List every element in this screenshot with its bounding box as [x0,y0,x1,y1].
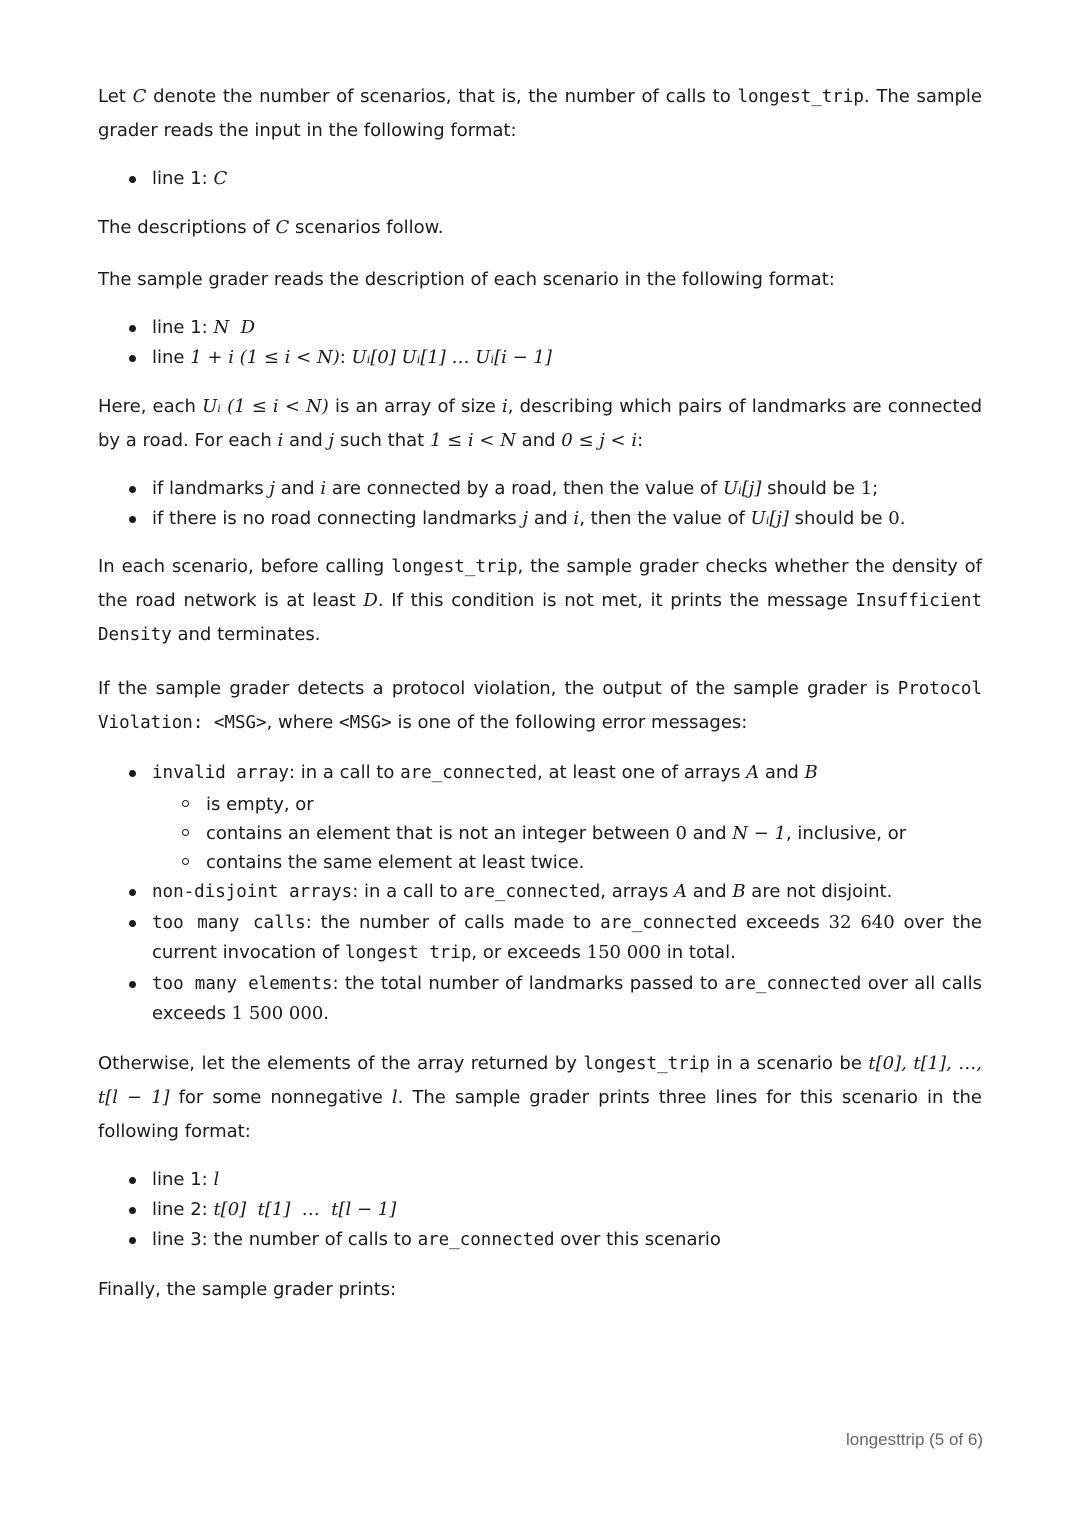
text: line 3: the number of calls to [152,1229,418,1250]
list-item: is empty, or [98,790,982,819]
text: . If this condition is not met, it prints the message [377,590,856,611]
text: In each scenario, before calling [98,556,392,577]
list-item [98,1225,982,1255]
text: over this scenario [554,1229,721,1250]
text: : in a call to [352,881,464,902]
math-var: C [275,217,290,238]
math: Uᵢ[0] Uᵢ[1] … Uᵢ[i − 1] [351,347,552,368]
text: and terminates. [171,624,321,645]
math-var: l [213,1169,220,1190]
here-paragraph [98,390,982,458]
text: line 1: [152,317,214,338]
scenario-format-list [98,313,982,373]
text: denote the number of scenarios, that is, the number of calls to [146,86,738,107]
math-var: l [391,1087,398,1108]
text: If the sample grader detects a protocol violation, the output of the sample grader is [98,678,898,699]
text: . The sample grader reads the input in the following format: [98,86,982,141]
text: and [759,762,805,783]
math-var: C [132,86,147,107]
text: should be [788,508,889,529]
text: , arrays [600,881,675,902]
text: is one of the following error messages: [391,712,748,733]
list-item [98,164,982,194]
code-are-connected: are_connected [400,763,538,783]
code-longest-trip: longest_trip [737,87,864,107]
list-item [98,313,982,343]
math: 1 + i [190,347,234,368]
text: . [899,508,906,529]
math: (1 ≤ i < N) [233,347,340,368]
math-var: i [573,508,580,529]
text: , inclusive, or [785,823,907,844]
code-protocol-violation: Protocol Violation: <MSG> [98,679,982,733]
code-error: too many calls [152,913,306,933]
text: line 1: [152,168,214,189]
text: if there is no road connecting landmarks [152,508,523,529]
code-insufficient-density: Insufficient Density [98,591,982,645]
math: Uᵢ[j] [722,478,762,499]
text: . [323,1003,330,1024]
code-error: invalid array [152,763,289,783]
text: for some nonnegative [169,1087,392,1108]
text: : in a call to [288,762,401,783]
text: , at least one of arrays [537,762,747,783]
list-item: contains the same element at least twice. [98,848,982,877]
number: 32 640 [828,912,895,933]
math: 0 ≤ j < i [561,430,638,451]
output-format-list [98,1165,982,1255]
text: are connected by a road, then the value of [326,478,723,499]
math: 0 [675,823,687,844]
math-var: B [804,762,818,783]
document-page [98,80,982,1307]
math-var: A [674,881,688,902]
math: (1 ≤ i < N) [220,396,329,417]
math: N − 1 [732,823,786,844]
math-var: D [363,590,378,611]
text: The descriptions of [98,217,276,238]
math: 1 [860,478,873,499]
text: : the total number of landmarks passed to [332,973,725,994]
code-are-connected: are_connected [724,974,862,994]
text: in a scenario be [709,1053,869,1074]
list-item [98,758,982,877]
descriptions-paragraph [98,211,982,245]
connection-list [98,474,982,534]
list-item [98,819,982,848]
number: 1 500 000 [231,1003,324,1024]
math-var: j [328,430,335,451]
text: . The sample grader prints three lines for this scenario in the following format: [98,1087,982,1142]
text: over the current invocation of [152,912,982,963]
text: , describing which pairs of landmarks are connected by a road. For each [98,396,982,451]
math: N D [213,317,256,338]
text: , or exceeds [471,942,587,963]
text: Here, each [98,396,203,417]
math: t[0] t[1] … t[l − 1] [213,1199,397,1220]
code-are-connected: are_connected [417,1230,555,1250]
text: and [515,430,562,451]
text: and [283,430,329,451]
text: such that [334,430,430,451]
text: : [637,430,644,451]
text: and [275,478,321,499]
intro-paragraph [98,80,982,148]
text: and [687,881,733,902]
list-item [98,877,982,907]
list-item [98,908,982,968]
text: is an array of size [328,396,503,417]
text: : [339,347,352,368]
math-var: i [320,478,327,499]
text: scenarios follow. [289,217,444,238]
code-are-connected: are_connected [600,913,738,933]
math-var: A [746,762,760,783]
list-item [98,1195,982,1225]
list-item [98,343,982,373]
finally-paragraph: Finally, the sample grader prints: [98,1279,397,1300]
density-paragraph [98,550,982,652]
math: 1 ≤ i < N [429,430,516,451]
code-error: non-disjoint arrays [152,882,353,902]
text: are not disjoint. [745,881,893,902]
text: line 1: [152,1169,214,1190]
code-longest-trip: longest_trip [583,1054,710,1074]
math-var: j [269,478,276,499]
code-longest-trip: longest_trip [391,557,518,577]
list-item [98,969,982,1029]
text: and [686,823,733,844]
math: t[0], t[1], …, t[l − 1] [98,1053,982,1108]
text: if landmarks [152,478,270,499]
page-footer: longesttrip (5 of 6) [845,1430,983,1449]
text: Otherwise, let the elements of the array returned by [98,1053,584,1074]
code-longest-trip: longest trip [344,943,472,963]
math-var: j [522,508,529,529]
math-var: B [732,881,746,902]
math-var: i [277,430,284,451]
text: , the sample grader checks whether the density of the road network is at least [98,556,983,611]
math-var: C [213,168,228,189]
number: 150 000 [586,942,662,963]
text: over all calls exceeds [152,973,982,1024]
text: line [152,347,191,368]
code-msg: <MSG> [339,713,392,733]
list-item [98,1165,982,1195]
text: , then the value of [579,508,751,529]
math-var: i [502,396,508,417]
scenario-intro: The sample grader reads the description of each scenario in the following format: [98,269,835,290]
math: Uᵢ[j] [750,508,789,529]
text: contains an element that is not an integer between [206,823,676,844]
text: line 2: [152,1199,214,1220]
text: exceeds [737,912,829,933]
math-var: Uᵢ [202,396,221,417]
text: Let [98,86,133,107]
sub-list [152,790,982,877]
list-item [98,474,982,504]
text: ; [872,478,879,499]
otherwise-paragraph [98,1047,982,1149]
math: 0 [888,508,900,529]
text: and [528,508,574,529]
text: , where [266,712,340,733]
text: : the number of calls made to [305,912,601,933]
text: should be [761,478,861,499]
error-list [98,758,982,1029]
protocol-paragraph [98,672,982,740]
code-are-connected: are_connected [463,882,601,902]
code-error: too many elements [152,974,333,994]
text: in total. [661,942,736,963]
list-item [98,504,982,534]
input-format-list [98,164,982,194]
